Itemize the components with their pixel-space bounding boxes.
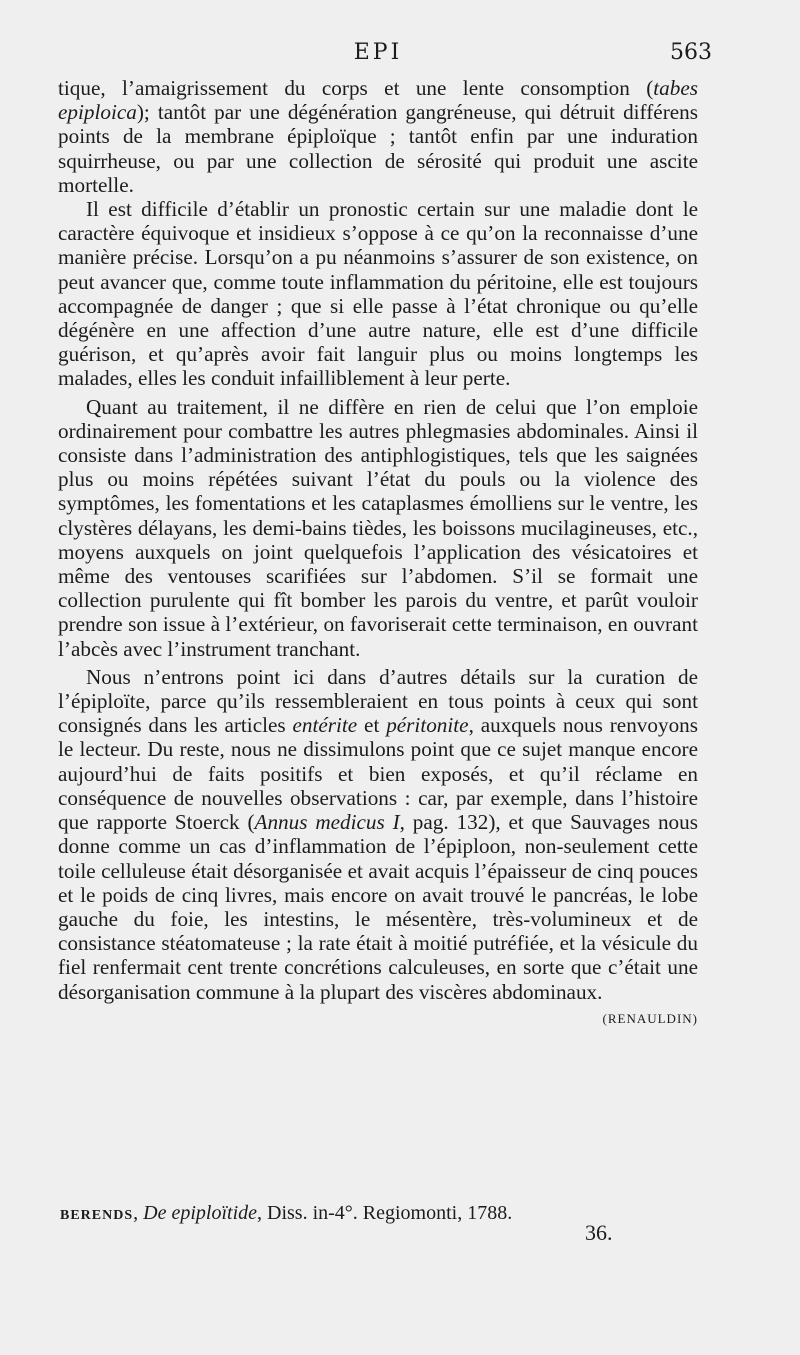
page-number: 563 [670, 40, 712, 65]
author-signature: (RENAULDIN) [602, 1010, 698, 1026]
text-run: Il est difficile d’établir un pronostic certain sur une maladie dont le caractère équivoque et insidieux s’oppose à ce qu’on la reconnaisse d’une manière précise. Lorsqu’on a pu néanmoins s’assurer de son existence, on peut avancer que, comme toute inflammation du péritoine, elle est toujours accompagnée de danger ; que si elle passe à l’état chronique ou qu’elle dégénère en une affection d’une autre nature, elle est d’une difficile guérison, et qu’après avoir fait languir plus ou moins longtemps les malades, elles les conduit infailliblement à leur perte. [58, 197, 698, 391]
bib-details: , Diss. in-4°. Regiomonti, 1788. [257, 1202, 513, 1224]
bib-author: BERENDS [60, 1208, 134, 1223]
italic-text: Annus medicus I [254, 810, 400, 835]
text-run: , auxquels nous renvoyons le lecteur. Du reste, nous ne dissimulons point que ce sujet manque encore aujourd’hui de faits positifs et bien exposés, et qu’il réclame en conséquence de nouvelles observations : car, par exemple, dans l’histoire que rapporte Stoerck ( [58, 713, 699, 835]
running-head: EPI [353, 40, 403, 65]
signature-line [58, 1004, 698, 1031]
printer-signature-mark: 36. [585, 1220, 613, 1245]
paragraph [58, 665, 698, 1004]
paragraph [58, 197, 698, 391]
text-run: , pag. 132), et que Sauvages nous donne comme un cas d’inflammation de l’épiploon, non-seulement cette toile celluleuse était désorganisée et avait acquis l’épaisseur de cinq pouces et le poids de cinq livres, mais encore on avait trouvé le pancréas, le lobe gauche du foie, les intestins, le mésentère, très-volumineux et de consistance stéatomateuse ; la rate était à moitié putréfiée, et la vésicule du fiel renfermait cent trente concrétions calculeuses, en sorte que c’était une désorganisation commune à la plupart des viscères abdominaux. [58, 810, 698, 1004]
page-header [58, 40, 712, 70]
italic-text: péritonite [386, 713, 469, 738]
text-run: tique, l’amaigrissement du corps et une lente consomption ( [58, 76, 654, 100]
text-run: Nous n’entrons point ici dans d’autres détails sur la curation de l’épiploïte, parce qu’ils ressembleraient en tous points à ceux qui sont consignés dans les articles [58, 664, 698, 738]
paragraph [58, 76, 698, 197]
text-run: ); tantôt par une dégénération gangréneuse, qui détruit différens points de la membrane épiploïque ; tantôt enfin par une induration squirrheuse, ou par une collection de sérosité qui produit une ascite mortelle. [58, 100, 698, 197]
bib-title: De epiploïtide [143, 1202, 257, 1224]
italic-text: tabes epiploica [58, 76, 698, 125]
paragraph [58, 395, 698, 661]
text-run: Quant au traitement, il ne diffère en rien de celui que l’on emploie ordinairement pour combattre les autres phlegmasies abdominales. Ainsi il consiste dans l’administration des antiphlogistiques, tels que les saignées plus ou moins répétées suivant l’état du pouls ou la violence des symptômes, les fomentations et les cataplasmes émolliens sur le ventre, les clystères délayans, les demi-bains tièdes, les boissons mucilagineuses, etc., moyens auxquels on joint quelquefois l’application des vésicatoires et même des ventouses scarifiées sur l’abdomen. S’il se formait une collection purulente qui fît bomber les parois du ventre, et parût vouloir prendre son issue à l’extérieur, on favoriserait cette terminaison, en ouvrant l’abcès avec l’instrument tranchant. [58, 394, 698, 661]
text-run: et [357, 713, 387, 738]
article-body [58, 76, 698, 1031]
italic-text: entérite [292, 713, 358, 738]
bib-separator: , [133, 1202, 144, 1224]
